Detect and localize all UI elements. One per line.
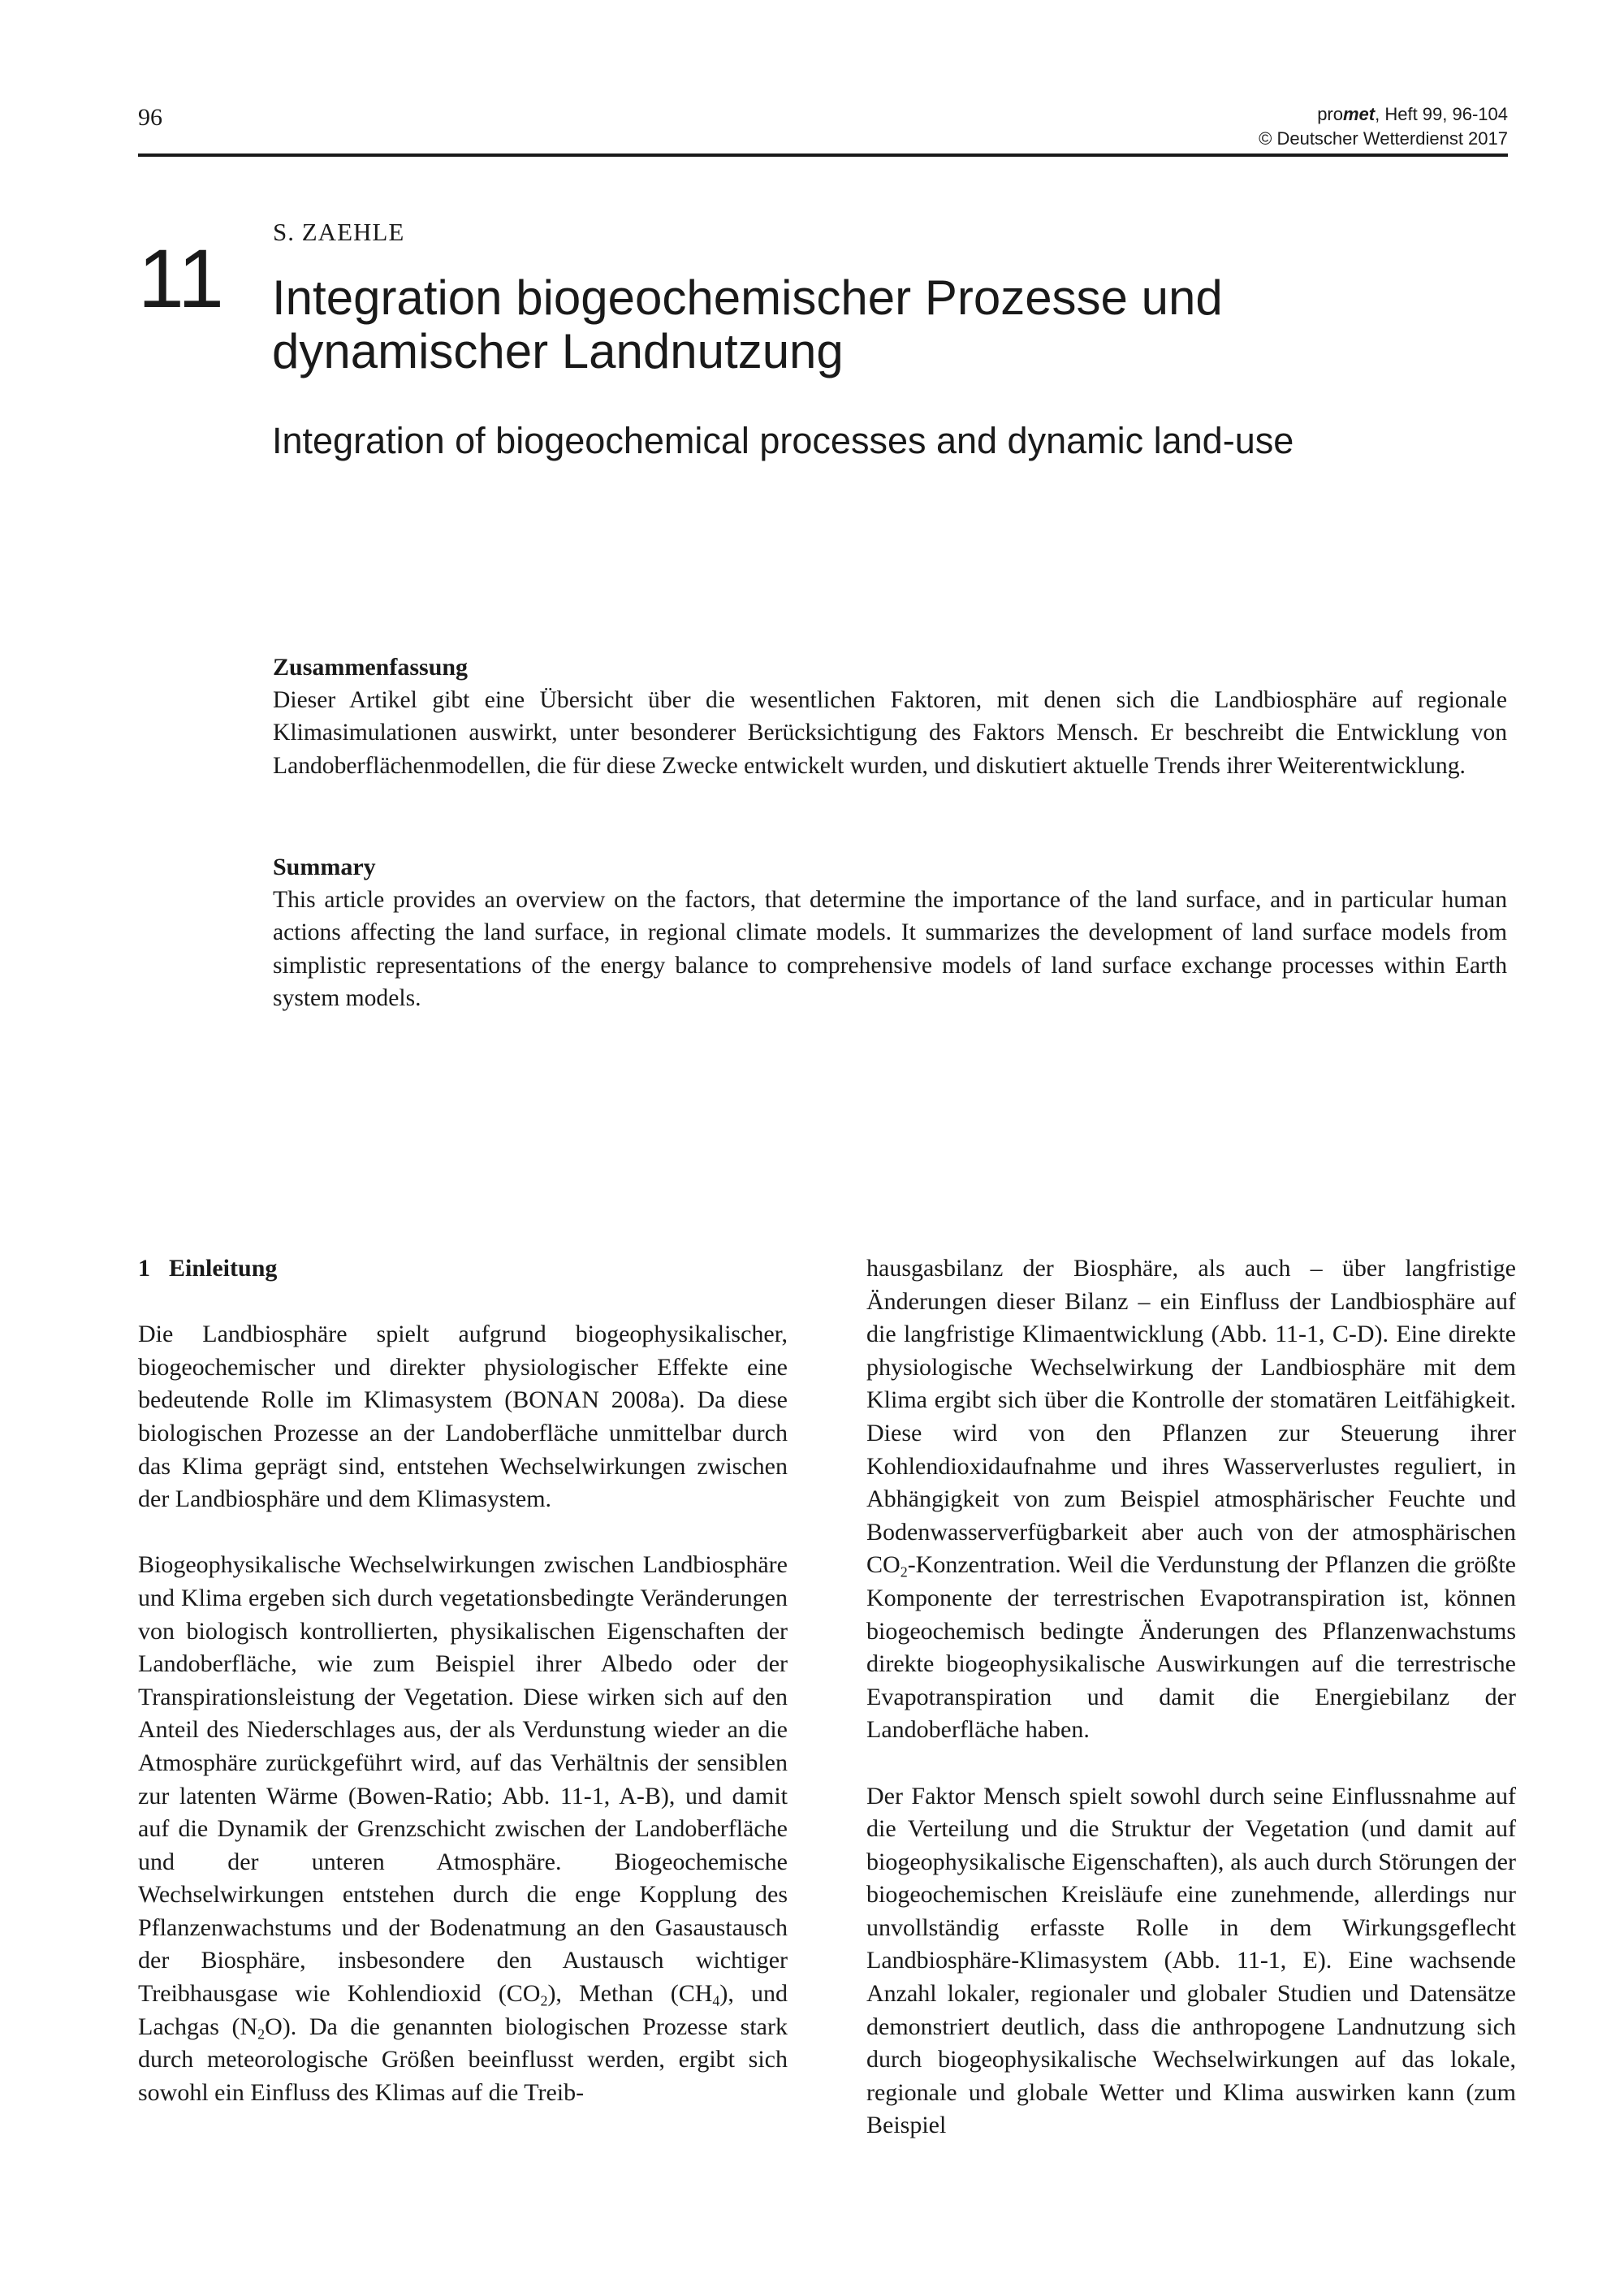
body-column-right [866, 1252, 1516, 2176]
abstract-english [273, 851, 1507, 1014]
journal-issue-info: , Heft 99, 96-104 [1375, 104, 1508, 124]
copyright-notice: © Deutscher Wetterdienst 2017 [1259, 128, 1508, 149]
abstract-german-text: Dieser Artikel gibt eine Übersicht über die wesentlichen Faktoren, mit denen sich die Landbiosphäre auf regionale Klimasimulationen auswirkt, unter besonderer Berücksichtigung des Faktors Mensch. Er beschreibt die Entwicklung von Landoberflächenmodellen, die für diese Zwecke entwickelt wurden, und diskutiert aktuelle Trends ihrer Weiterentwicklung. [273, 687, 1507, 779]
section-title: Einleitung [169, 1255, 278, 1282]
journal-citation [1259, 102, 1508, 151]
abstract-english-text: This article provides an overview on the factors, that determine the importance of the land surface, and in particular human actions affecting the land surface, in regional climate models. It summarizes the development of land surface models from simplistic representations of the energy balance to comprehensive models of land surface exchange processes within Earth system models. [273, 887, 1507, 1011]
title-german: Integration biogeochemischer Prozesse und dynamischer Landnutzung [272, 270, 1223, 378]
abstract-german [273, 651, 1507, 782]
body-column-left [138, 1252, 788, 2143]
abstract-english-heading: Summary [273, 854, 376, 880]
chapter-number: 11 [138, 232, 224, 325]
abstract-german-heading: Zusammenfassung [273, 654, 469, 681]
paragraph-1: Die Landbiosphäre spielt aufgrund biogeophysikalischer, biogeochemischer und direkter physiologischer Effekte eine bedeutende Rolle im Klimasystem (BONAN 2008a). Da diese biologischen Prozesse an der Landoberfläche unmittelbar durch das Klima geprägt sind, entstehen Wechselwirkungen zwischen der Landbiosphäre und dem Klimasystem. [138, 1321, 788, 1513]
page-number: 96 [138, 104, 162, 131]
title-english: Integration of biogeochemical processes and dynamic land-use [272, 420, 1294, 461]
journal-name-prefix: pro [1317, 104, 1343, 124]
section-heading [138, 1252, 788, 1286]
header-rule [138, 153, 1508, 157]
paragraph-2-continued: hausgasbilanz der Biosphäre, als auch – über langfristige Änderungen dieser Bilanz – ein Einfluss der Landbiosphäre auf die langfristige Klimaentwicklung (Abb. 11-1, C-D). Eine direkte physiologische Wechselwirkung der Landbiosphäre mit dem Klima ergibt sich über die Kontrolle der stomatären Leitfähigkeit. Diese wird von den Pflanzen zur Steuerung ihrer Kohlendioxidaufnahme und ihres Wasserverlustes reguliert, in Abhängigkeit von zum Beispiel atmosphärischer Feuchte und Bodenwasserverfügbarkeit aber auch von der atmosphärischen $CO_2$-Konzentration. Weil die Verdunstung der Pflanzen die größte Komponente der terrestrischen Evapotranspiration ist, können biogeochemisch bedingte Änderungen des Pflanzenwachstums direkte biogeophysikalische Auswirkungen auf die terrestrische Evapotranspiration und damit die Energiebilanz der Landoberfläche haben. [866, 1255, 1516, 1744]
journal-name-suffix: met [1342, 104, 1376, 124]
journal-issue [1259, 102, 1508, 127]
paragraph-2: Biogeophysikalische Wechselwirkungen zwischen Landbiosphäre und Klima ergeben sich durch vegetationsbedingte Veränderungen von biologisch kontrollierten, physikalischen Eigenschaften der Landoberfläche, wie zum Beispiel ihrer Albedo oder der Transpirationsleistung der Vegetation. Diese wirken sich auf den Anteil des Niederschlages aus, der als Verdunstung wieder an die Atmosphäre zurückgeführt wird, auf das Verhältnis der sensiblen zur latenten Wärme (Bowen-Ratio; Abb. 11-1, A-B), und damit auf die Dynamik der Grenzschicht zwischen der Landoberfläche und der unteren Atmosphäre. Biogeochemische Wechselwirkungen entstehen durch die enge Kopplung des Pflanzenwachstums und der Bodenatmung an den Gasaustausch der Biosphäre, insbesondere den Austausch wichtiger Treibhausgase wie Kohlendioxid $(CO_2)$, Methan $(CH_4)$, und Lachgas $(N_2O)$. Da die genannten biologischen Prozesse stark durch meteorologische Größen beeinflusst werden, ergibt sich sowohl ein Einfluss des Klimas auf die Treib- [138, 1551, 788, 2106]
author-name: S. ZAEHLE [273, 218, 405, 246]
section-number: 1 [138, 1255, 150, 1282]
paragraph-3: Der Faktor Mensch spielt sowohl durch seine Einflussnahme auf die Verteilung und die Struktur der Vegetation (und damit auf biogeophysikalische Eigenschaften), als auch durch Störungen der biogeochemischen Kreisläufe eine zunehmende, allerdings nur unvollständig erfasste Rolle in dem Wirkungsgeflecht Landbiosphäre-Klimasystem (Abb. 11-1, E). Eine wachsende Anzahl lokaler, regionaler und globaler Studien und Datensätze demonstriert deutlich, dass die anthropogene Landnutzung sich durch biogeophysikalische Wechselwirkungen auf das lokale, regionale und globale Wetter und Klima auswirken kann (zum Beispiel [866, 1782, 1516, 2139]
